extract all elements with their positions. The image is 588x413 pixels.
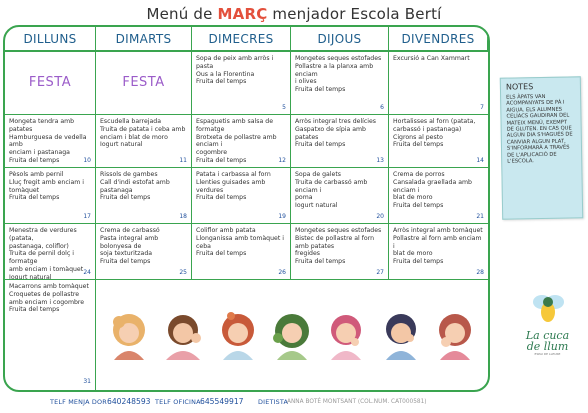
la-cuca-de-llum-logo [510,290,585,370]
menu-line: Fruita del temps [295,258,346,266]
menu-line: Llenties guisades amb verdures [196,178,266,194]
menu-line: Macarrons amb tomàquet [9,283,89,290]
menu-line: amb enciam i tomàquet [9,265,84,273]
menu-line: Fruita del temps [100,194,151,202]
festa-label: FESTA [28,75,72,91]
menu-line: Cigrons al pesto [393,133,443,141]
menu-cell [291,224,389,280]
day-number: 28 [476,269,484,277]
day-number: 7 [480,104,484,112]
menu-line: Coliflor amb patata [196,227,256,234]
menu-line: Mongetes seques estofades [295,55,382,62]
menu-line: Sopa de peix amb arròs i pasta [196,55,274,70]
menjador-phone-label: TELF MENJA DOR [50,398,107,406]
day-number: 21 [476,213,484,221]
woman-portrait-illustration [156,308,210,362]
menu-line: blat de moro [393,250,433,258]
menu-line: cogombre [196,149,228,157]
menu-line: Escudella barrejada [100,118,161,125]
dietista-value: ANNA BOTÉ MONTSANT (COL.NUM. CAT000581) [287,399,427,405]
menu-line: poma [295,194,313,202]
menu-line: Fruita del temps [100,258,151,266]
menu-line: Ous a la Florentina [196,70,255,78]
day-number: 19 [278,213,286,221]
day-number: 20 [376,213,384,221]
day-header-thursday: DIJOUS [291,27,389,52]
menu-line: Lluç fregit amb enciam i [9,178,84,186]
menu-line: blat de moro [393,194,433,202]
day-number: 25 [179,269,187,277]
title-month: MARÇ [217,5,268,23]
title-suffix: menjador Escola Bertí [267,5,442,23]
menu-cell [5,168,96,224]
day-header-friday: DIVENDRES [389,27,488,52]
menu-cell [96,224,192,280]
menu-cell [389,115,488,168]
menu-line: enciam i pastanaga [9,149,70,157]
menu-cell [389,52,488,115]
menu-line: Croquetes de pollastre amb [9,290,80,306]
menu-line: Fruita del temps [196,194,247,202]
menu-line: Bistec de pollastre al forn amb patates [295,234,375,250]
notes-title: NOTES [505,82,534,92]
menu-line: Pollastre a la planxa amb enciam [295,62,374,78]
menu-table [3,25,490,392]
menu-line: Excursió a Can Xammart [393,55,470,62]
menu-line: fregides [295,250,320,258]
festa-label: FESTA [122,75,165,91]
menu-cell-day-31 [5,280,96,390]
menu-line: Fruita del temps [295,141,346,149]
menu-line: Gaspatxo de sípia amb patates [295,125,366,141]
menu-line: Menestra de verdures (patata, [9,227,77,242]
menu-line: Mongetes seques estofades [295,227,382,234]
menu-line: enciam i cogombre [24,298,85,306]
menu-cell [291,115,389,168]
menu-cell [5,224,96,280]
day-number: 13 [376,157,384,165]
menu-line: Fruita del temps [196,156,247,164]
menu-line: Fruita del temps [393,141,444,149]
menu-line: Fruita del temps [196,250,247,258]
menu-line: i olives [295,78,317,86]
day-number: 24 [83,269,91,277]
menu-cell [389,224,488,280]
menu-line: Rissols de gambes [100,171,158,178]
day-number: 14 [476,157,484,165]
menu-line: Hamburguesa de vedella amb [9,133,87,149]
day-number: 6 [380,104,384,112]
menu-line: Espaguetis amb salsa de formatge [196,118,274,133]
menu-cell [291,168,389,224]
menu-line: Arròs integral amb tomàquet [393,227,483,234]
woman-portrait-illustration [319,308,373,362]
menu-cell [389,168,488,224]
menu-cell [192,224,291,280]
menjador-phone-value: 640248593 [107,397,151,406]
menu-line: Iogurt natural [9,273,52,280]
menu-cell [96,52,192,115]
day-number: 12 [278,157,286,165]
menu-line: Truita de carbassó amb enciam i [295,178,368,194]
menu-cell [96,115,192,168]
menu-line: Fruita del temps [393,258,444,266]
portrait-illustrations [96,280,488,390]
day-number: 17 [83,213,91,221]
menu-line: enciam i blat de moro [100,133,168,141]
menu-line: Crema de carbassó [100,227,160,234]
day-number: 26 [278,269,286,277]
menu-line: Mongeta tendra amb patates [9,118,75,133]
page-title [0,5,588,23]
notes-sticky [500,76,583,219]
logo-text-line1: La cuca [525,329,570,342]
woman-portrait-illustration [374,308,428,362]
menu-line: Iogurt natural [295,202,338,210]
menu-cell [192,115,291,168]
menu-line: Pollastre al forn amb enciam i [393,234,482,250]
menu-line: soja texturitzada [100,250,153,258]
menu-line: Pèsols amb pernil [9,171,64,178]
menu-line: pastanaga, coliflor) [9,242,69,250]
title-prefix: Menú de [146,5,218,23]
menu-line: Patata i carbassa al forn [196,171,271,178]
menu-line: Iogurt natural [100,141,143,149]
menu-line: Arròs integral tres delícies [295,118,377,125]
oficina-phone-label: TELF OFICINA [155,398,201,406]
notes-text: ELS ÀPATS VAN ACOMPANYATS DE PÀ I AIGUA. ELS ALUMNES CELÍACS GAUDIRAN DEL MATEIX MENÚ, EXEMPT DE GLUTEN. EN CAS QUE ALGUN DIA S'HAGUÉS DE CANVIAR ALGUN PLAT, S'INFORMARÀ A TRAVÉS DE L'APLICACIÓ DE L'ESCOLA. [506,93,573,165]
day-number: 5 [282,104,286,112]
woman-portrait-illustration [102,308,156,362]
day-header-wednesday: DIMECRES [192,27,291,52]
menu-line: carbassó i pastanaga) [393,125,462,133]
menu-line: Call d'indi estofat amb pastanaga [100,178,170,194]
dietista-label: DIETISTA [258,398,289,406]
menu-cell [5,52,96,115]
menu-line: Sopa de galets [295,171,341,178]
menu-line: Fruita del temps [9,194,60,202]
last-week-row [5,280,488,390]
menu-line: Truita de pernil dolç i formatge [9,250,74,266]
menu-line: Hortalisses al forn (patata, [393,118,476,125]
firefly-logo-icon [528,290,568,326]
menu-line: Pasta integral amb bolonyesa de [100,234,159,250]
day-number: 27 [376,269,384,277]
day-number: 10 [83,157,91,165]
menu-grid [5,27,488,390]
oficina-phone-value: 645549917 [200,397,244,406]
menu-line: Crema de porros [393,171,445,178]
menu-line: Llonganissa amb tomàquet i ceba [196,234,284,250]
menu-line: Fruita del temps [295,86,346,94]
day-number: 11 [179,157,187,165]
day-header-monday: DILLUNS [5,27,96,52]
menu-cell [192,52,291,115]
day-header-tuesday: DIMARTS [96,27,192,52]
menu-line: Fruita del temps [393,202,444,210]
menu-cell [5,115,96,168]
menu-line: Fruita del temps [9,306,60,314]
menu-cell [291,52,389,115]
woman-portrait-illustration [265,308,319,362]
menu-line: tomàquet [9,186,40,194]
menu-line: Fruita del temps [9,156,60,164]
menu-line: Fruita del temps [196,78,247,86]
logo-text-line2: de llum [526,340,569,353]
menu-line: Brotxeta de pollastre amb enciam i [196,133,277,149]
logo-subtitle: ESPAI DE LLEURE [534,352,561,356]
menu-line: Truita de patata i ceba amb [100,125,186,133]
woman-portrait-illustration [211,308,265,362]
day-number: 31 [83,378,91,386]
menu-cell [96,168,192,224]
menu-line: Cansalada graellada amb enciam i [393,178,472,194]
menu-cell [192,168,291,224]
woman-portrait-illustration [428,308,482,362]
day-number: 18 [179,213,187,221]
